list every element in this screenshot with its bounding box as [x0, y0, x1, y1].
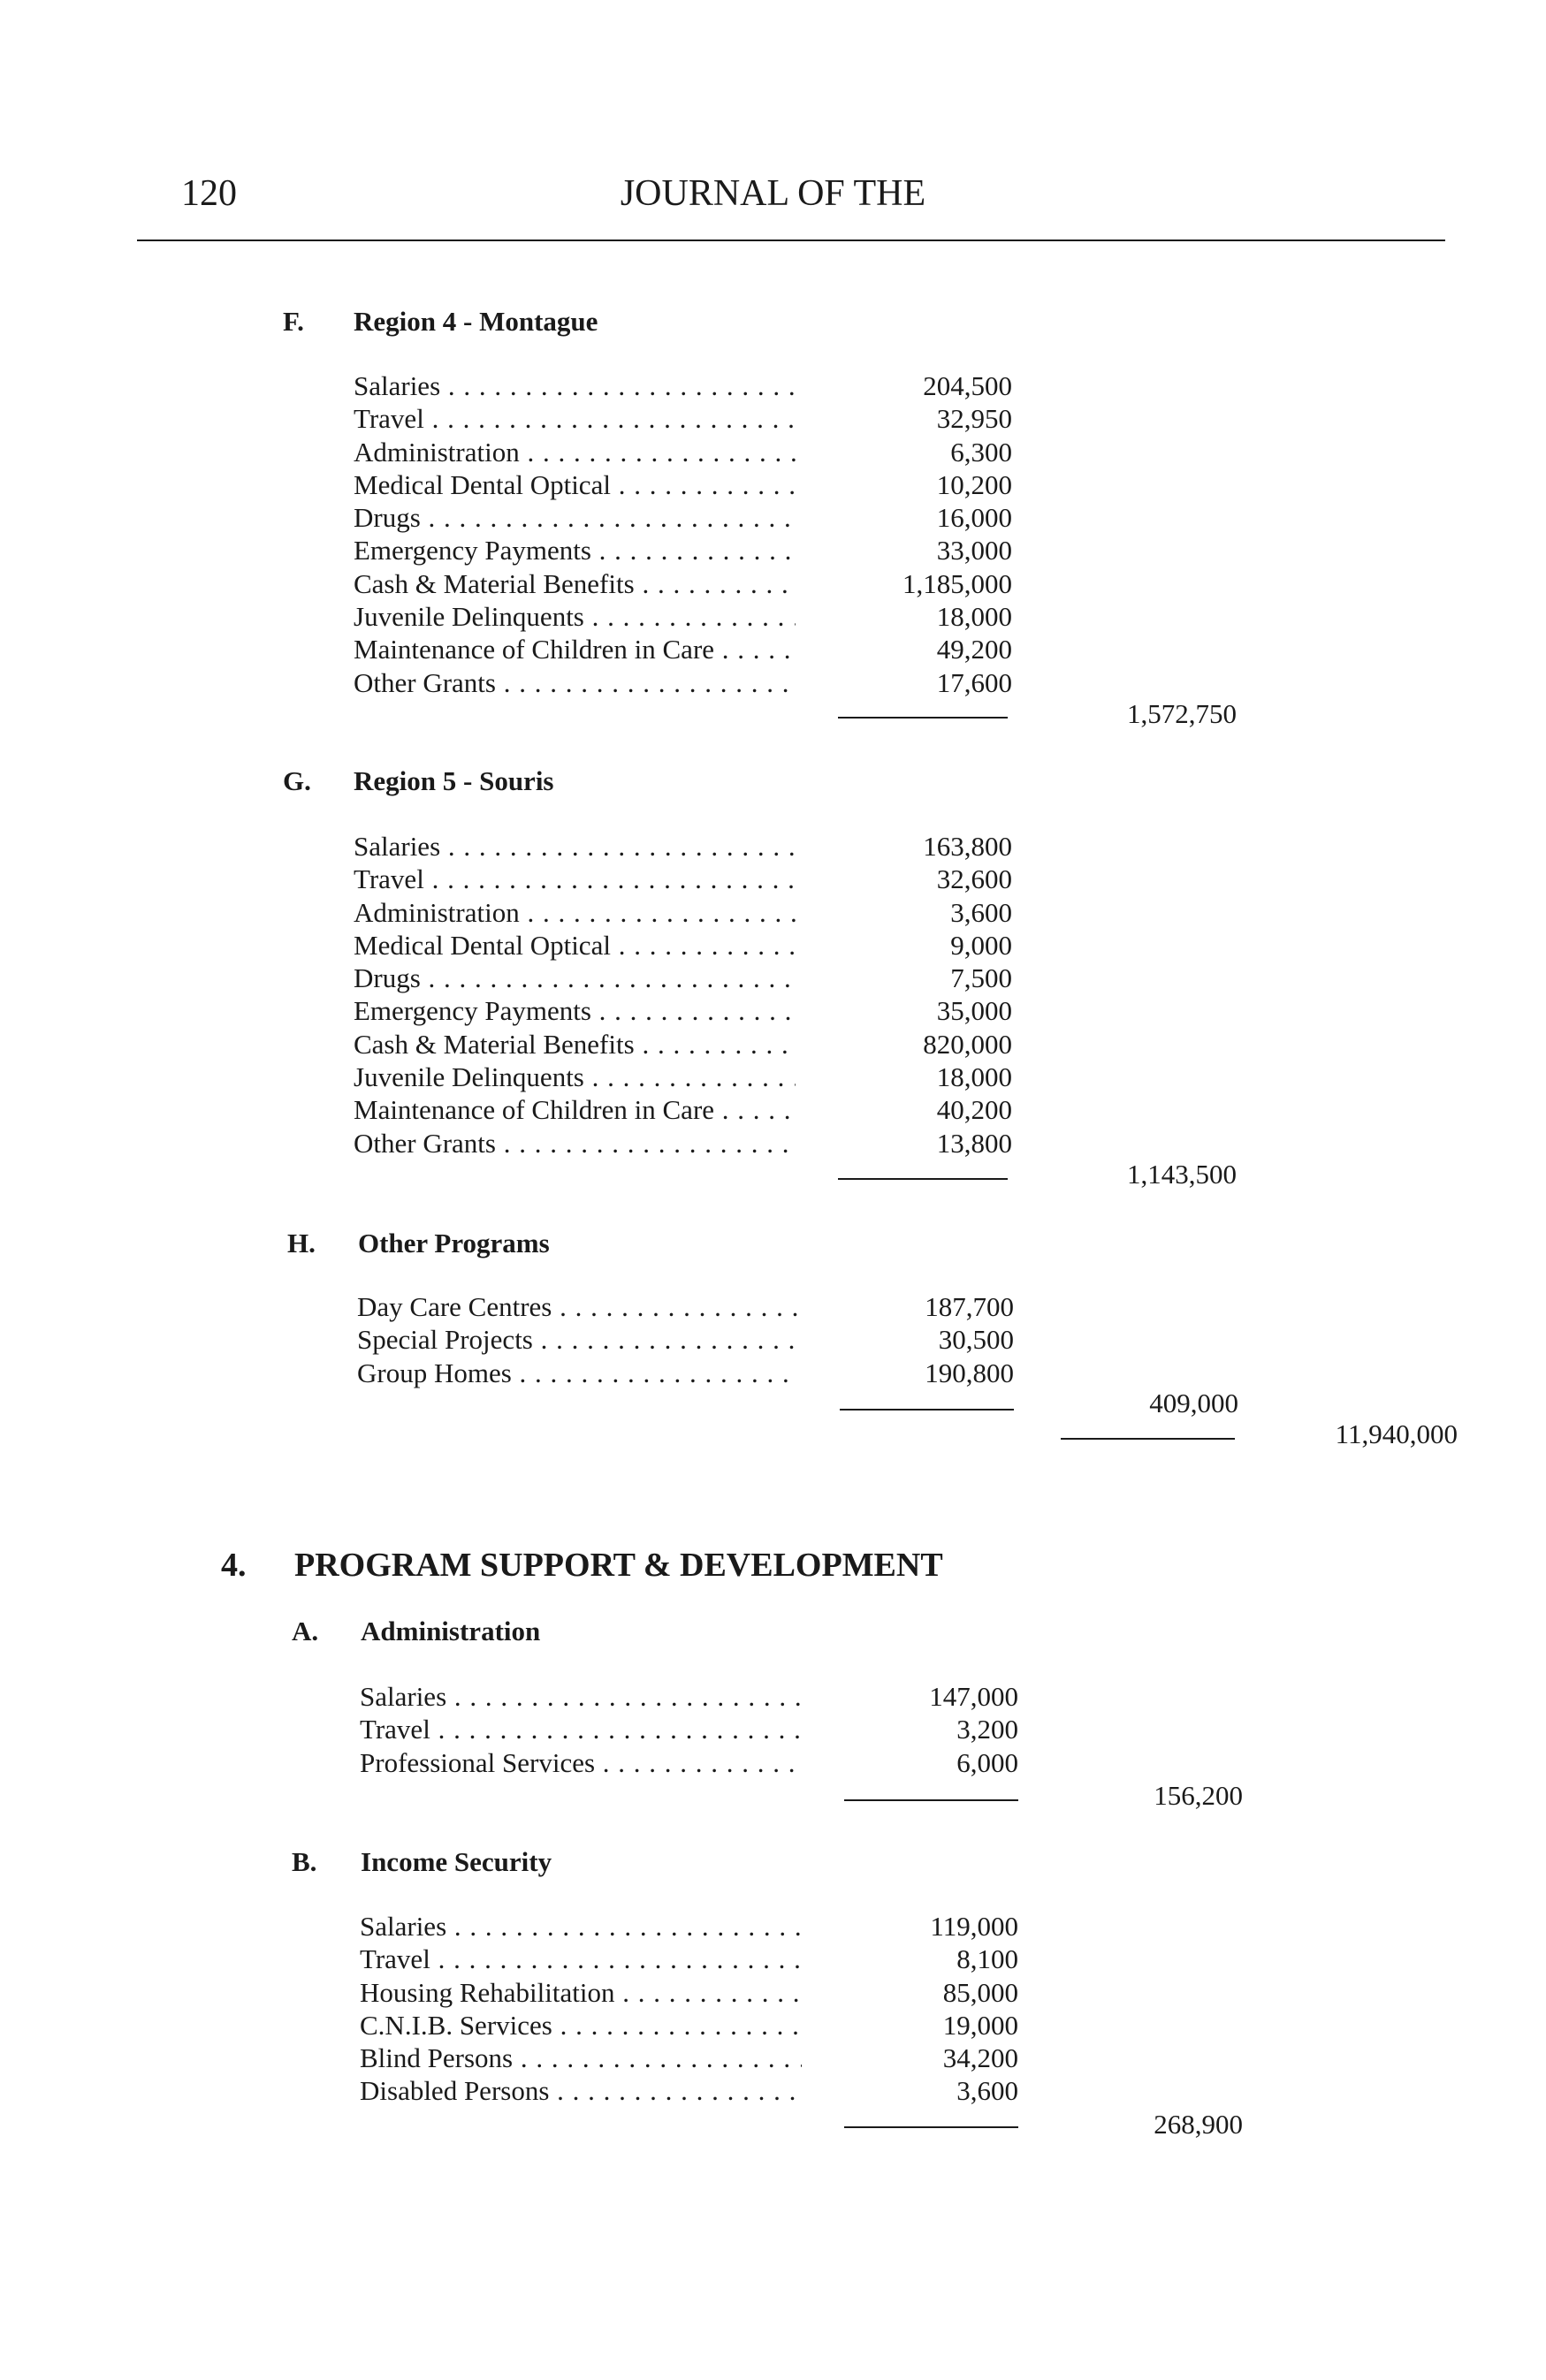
line-item-label: Administration . . .: [354, 896, 796, 929]
line-item-amount: 119,000: [930, 1911, 1018, 1942]
line-item: [360, 2009, 1018, 2042]
page-number: 120: [181, 173, 237, 214]
line-item: [354, 369, 1012, 402]
line-item: [354, 863, 1012, 895]
line-item: [360, 1910, 1018, 1943]
line-item-amount: 8,100: [956, 1943, 1018, 1975]
line-item-label: Drugs . . .: [354, 962, 796, 994]
line-item-label: Disabled Persons . . .: [360, 2074, 802, 2107]
line-item-label: Salaries . . .: [354, 369, 796, 402]
line-item-amount: 163,800: [923, 831, 1012, 862]
section-b-items: [360, 1910, 1018, 2108]
line-item: [354, 1028, 1012, 1061]
line-item-label: Travel . . .: [360, 1943, 802, 1975]
section-h-subtotal: 409,000: [1149, 1388, 1238, 1418]
section-title: Region 5 - Souris: [354, 765, 554, 796]
section-letter: G.: [283, 765, 311, 796]
line-item: [360, 1746, 1018, 1779]
line-item: [354, 534, 1012, 566]
line-item-label: Salaries . . .: [360, 1680, 802, 1713]
line-item: [357, 1323, 1014, 1356]
section-b-subtotal: 268,900: [1154, 2109, 1243, 2140]
line-item-amount: 147,000: [929, 1681, 1018, 1712]
line-item: [354, 567, 1012, 600]
subtotal-rule: [838, 1178, 1008, 1180]
line-item: [354, 666, 1012, 699]
line-item-label: Professional Services . . .: [360, 1746, 802, 1779]
line-item-amount: 40,200: [936, 1094, 1012, 1126]
section-title: Other Programs: [358, 1228, 550, 1258]
line-item: [354, 830, 1012, 863]
subtotal-rule: [844, 1799, 1018, 1801]
line-item-amount: 10,200: [936, 468, 1012, 500]
section-title: Region 4 - Montague: [354, 306, 598, 337]
line-item: [360, 1713, 1018, 1745]
line-item-amount: 6,300: [950, 436, 1012, 468]
page-header: [0, 0, 1546, 265]
line-item-amount: 1,185,000: [902, 567, 1012, 599]
line-item-label: Emergency Payments . . .: [354, 994, 796, 1027]
line-item: [354, 436, 1012, 468]
line-item: [354, 962, 1012, 994]
line-item: [360, 2042, 1018, 2074]
line-item-amount: 6,000: [956, 1746, 1018, 1778]
section-letter: F.: [283, 306, 304, 337]
line-item-label: C.N.I.B. Services . . .: [360, 2009, 802, 2042]
line-item-label: Housing Rehabilitation . . .: [360, 1976, 802, 2009]
line-item-label: Travel . . .: [354, 402, 796, 435]
line-item: [354, 1127, 1012, 1160]
line-item-amount: 13,800: [936, 1127, 1012, 1159]
line-item: [360, 1976, 1018, 2009]
line-item-label: Other Grants . . .: [354, 666, 796, 699]
line-item-amount: 33,000: [936, 535, 1012, 566]
line-item-amount: 3,200: [956, 1714, 1018, 1745]
line-item-label: Special Projects . . .: [357, 1323, 799, 1356]
line-item-label: Medical Dental Optical . . .: [354, 929, 796, 962]
header-rule: [137, 240, 1445, 241]
running-title: JOURNAL OF THE: [620, 173, 926, 214]
section-f-items: [354, 369, 1012, 699]
line-item: [354, 994, 1012, 1027]
line-item: [354, 468, 1012, 501]
line-item-label: Juvenile Delinquents . . .: [354, 600, 796, 633]
line-item-amount: 35,000: [936, 995, 1012, 1027]
line-item-amount: 204,500: [923, 370, 1012, 401]
section-g-items: [354, 830, 1012, 1160]
line-item-label: Cash & Material Benefits . . .: [354, 567, 796, 600]
line-item-label: Blind Persons . . .: [360, 2042, 802, 2074]
line-item-label: Administration . . .: [354, 436, 796, 468]
line-item-label: Salaries . . .: [360, 1910, 802, 1943]
subtotal-rule: [844, 2126, 1018, 2128]
line-item-label: Other Grants . . .: [354, 1127, 796, 1160]
line-item-amount: 32,600: [936, 863, 1012, 895]
line-item-label: Maintenance of Children in Care . . .: [354, 633, 796, 665]
line-item: [360, 2074, 1018, 2107]
line-item-amount: 9,000: [950, 929, 1012, 961]
section-title: Income Security: [361, 1846, 552, 1877]
line-item-label: Group Homes . . .: [357, 1357, 799, 1389]
section-h-items: [357, 1290, 1014, 1389]
line-item-amount: 18,000: [936, 1061, 1012, 1093]
subtotal-rule: [838, 717, 1008, 719]
line-item-label: Travel . . .: [360, 1713, 802, 1745]
line-item-label: Day Care Centres . . .: [357, 1290, 799, 1323]
line-item-amount: 17,600: [936, 666, 1012, 698]
line-item-amount: 187,700: [925, 1291, 1014, 1322]
line-item-amount: 34,200: [942, 2042, 1018, 2074]
total-rule: [1061, 1438, 1235, 1440]
line-item-label: Juvenile Delinquents . . .: [354, 1061, 796, 1093]
line-item-amount: 32,950: [936, 403, 1012, 435]
line-item-label: Cash & Material Benefits . . .: [354, 1028, 796, 1061]
line-item-amount: 30,500: [938, 1324, 1014, 1356]
line-item: [357, 1290, 1014, 1323]
section-title: Administration: [361, 1616, 541, 1646]
line-item-amount: 49,200: [936, 634, 1012, 665]
line-item: [354, 633, 1012, 665]
line-item-amount: 18,000: [936, 601, 1012, 633]
section-g-subtotal: 1,143,500: [1127, 1159, 1237, 1190]
line-item: [354, 402, 1012, 435]
line-item: [360, 1680, 1018, 1713]
line-item-label: Travel . . .: [354, 863, 796, 895]
section-f-subtotal: 1,572,750: [1127, 698, 1237, 729]
line-item: [354, 1093, 1012, 1126]
section-letter: B.: [292, 1846, 317, 1877]
line-item-label: Medical Dental Optical . . .: [354, 468, 796, 501]
line-item-amount: 85,000: [942, 1976, 1018, 2008]
line-item-amount: 3,600: [956, 2075, 1018, 2107]
section-a-subtotal: 156,200: [1154, 1780, 1243, 1811]
line-item: [354, 600, 1012, 633]
line-item: [357, 1357, 1014, 1389]
subtotal-rule: [840, 1409, 1014, 1411]
line-item: [354, 1061, 1012, 1093]
line-item-amount: 820,000: [923, 1028, 1012, 1060]
line-item-amount: 190,800: [925, 1357, 1014, 1388]
line-item-amount: 16,000: [936, 502, 1012, 534]
part-number: 4.: [221, 1547, 247, 1584]
part-4-heading: [221, 1547, 943, 1584]
line-item: [354, 501, 1012, 534]
line-item-amount: 19,000: [942, 2009, 1018, 2041]
line-item-label: Maintenance of Children in Care . . .: [354, 1093, 796, 1126]
line-item: [360, 1943, 1018, 1975]
line-item: [354, 929, 1012, 962]
section-a-items: [360, 1680, 1018, 1779]
part-title: PROGRAM SUPPORT & DEVELOPMENT: [294, 1547, 943, 1584]
section-letter: A.: [292, 1616, 319, 1646]
line-item-label: Drugs . . .: [354, 501, 796, 534]
line-item-label: Emergency Payments . . .: [354, 534, 796, 566]
grand-total: 11,940,000: [1335, 1418, 1458, 1449]
line-item: [354, 896, 1012, 929]
line-item-label: Salaries . . .: [354, 830, 796, 863]
line-item-amount: 3,600: [950, 896, 1012, 928]
line-item-amount: 7,500: [950, 962, 1012, 994]
section-letter: H.: [287, 1228, 316, 1258]
